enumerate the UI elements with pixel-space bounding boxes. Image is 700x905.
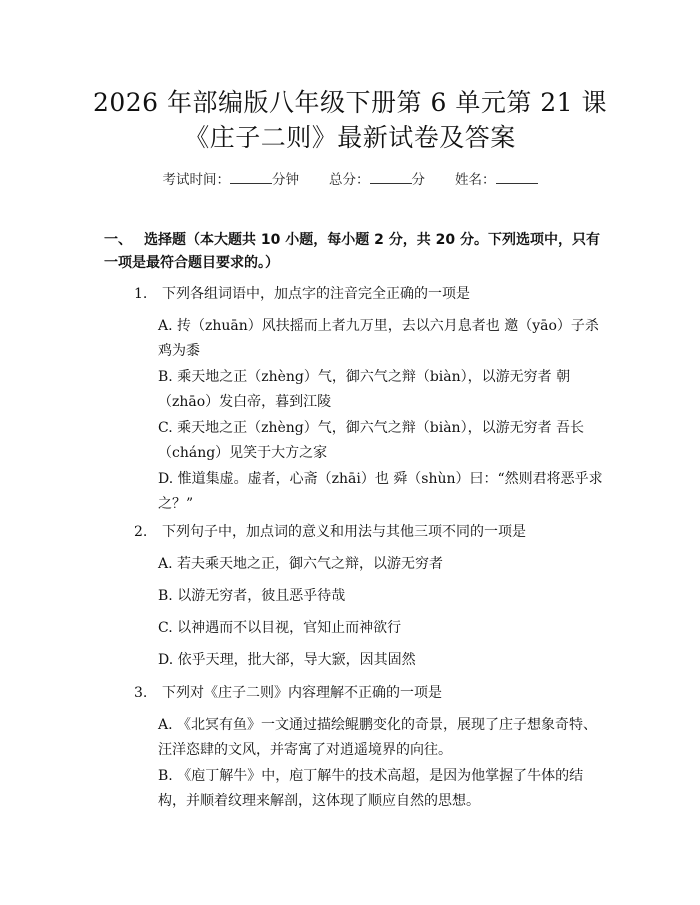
- option-text: D. 依乎天理，批大郤，导大窾，因其固然: [158, 652, 416, 668]
- option-text: A. 若夫乘天地之正，御六气之辩，以游无穷者: [158, 556, 444, 572]
- time-unit: 分钟: [272, 172, 299, 188]
- option-text: C. 乘天地之正（zhèng）气，御六气之辩（biàn），以游无穷者 吾长（cháng）见笑于大方之家: [158, 420, 585, 461]
- question-2-stem: [134, 521, 604, 544]
- score-label: 总分：: [329, 172, 370, 188]
- question-2-option-a: [104, 552, 604, 577]
- option-text: B. 乘天地之正（zhèng）气，御六气之辩（biàn），以游无穷者 朝（zhāo）发白帝，暮到江陵: [158, 369, 571, 410]
- question-3-stem: [134, 682, 604, 705]
- section-text: 选择题（本大题共 10 小题，每小题 2 分，共 20 分。下列选项中，只有一项是最符合题目要求的。）: [104, 232, 600, 271]
- time-label: 考试时间：: [162, 172, 230, 188]
- question-number: 2.: [134, 524, 148, 540]
- name-label: 姓名：: [455, 172, 496, 188]
- question-text: 下列句子中，加点词的意义和用法与其他三项不同的一项是: [162, 524, 526, 540]
- question-text: 下列对《庄子二则》内容理解不正确的一项是: [162, 685, 442, 701]
- name-blank: [496, 171, 538, 184]
- option-text: D. 惟道集虚。虚者，心斋（zhāi）也 舜（shùn）曰：“然则君将恶乎求之？”: [158, 471, 603, 512]
- score-blank: [370, 171, 412, 184]
- question-1-stem: [134, 283, 604, 306]
- exam-meta-line: [60, 168, 640, 188]
- score-unit: 分: [411, 172, 425, 188]
- section-heading: [104, 229, 604, 275]
- question-3-option-b: [104, 764, 604, 814]
- question-3-option-a: [104, 713, 604, 763]
- section-number: 一、: [104, 232, 132, 248]
- question-2-option-d: [104, 648, 604, 673]
- option-text: A. 抟（zhuān）风扶摇而上者九万里，去以六月息者也 邀（yāo）子杀鸡为黍: [158, 318, 599, 359]
- question-1-option-c: [104, 416, 604, 466]
- question-1-option-b: [104, 365, 604, 415]
- question-text: 下列各组词语中，加点字的注音完全正确的一项是: [162, 286, 470, 302]
- exam-title-line1: 2026 年部编版八年级下册第 6 单元第 21 课: [92, 88, 608, 117]
- question-2-option-c: [104, 616, 604, 641]
- question-number: 1.: [134, 286, 148, 302]
- option-text: A. 《北冥有鱼》一文通过描绘鲲鹏变化的奇景，展现了庄子想象奇特、汪洋恣肆的文风，并寄寓了对逍遥境界的向往。: [158, 717, 598, 758]
- question-1-option-d: [104, 467, 604, 517]
- exam-title-line2: 《庄子二则》最新试卷及答案: [184, 123, 516, 152]
- question-number: 3.: [134, 685, 148, 701]
- time-blank: [230, 171, 272, 184]
- option-text: C. 以神遇而不以目视，官知止而神欲行: [158, 620, 402, 636]
- question-1-option-a: [104, 314, 604, 364]
- option-text: B. 以游无穷者，彼且恶乎待哉: [158, 588, 346, 604]
- question-2-option-b: [104, 584, 604, 609]
- option-text: B. 《庖丁解牛》中，庖丁解牛的技术高超，是因为他掌握了牛体的结构，并顺着纹理来解剖，这体现了顺应自然的思想。: [158, 768, 584, 809]
